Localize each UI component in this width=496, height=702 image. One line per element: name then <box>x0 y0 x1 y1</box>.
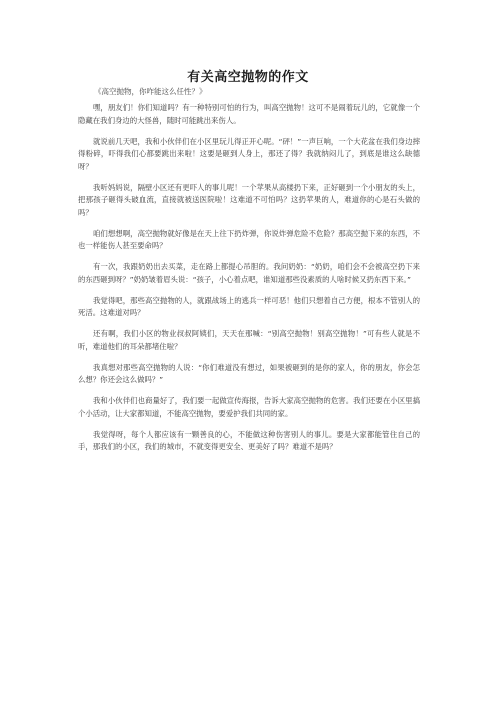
document-title: 有关高空抛物的作文 <box>187 70 309 85</box>
paragraph: 就说前几天吧，我和小伙伴们在小区里玩儿得正开心呢。“砰！”一声巨响，一个大花盆在我们身边摔得粉碎，吓得我们心都要跳出来啦！这要是砸到人身上，那还了得？我就纳闷儿了，到底是谁这么缺德呀？ <box>78 136 420 171</box>
paragraph: 我听妈妈说，隔壁小区还有更吓人的事儿呢！一个苹果从高楼扔下来，正好砸到一个小朋友的头上，把那孩子砸得头破血流，直接就被送医院啦！这难道不可怕吗？这扔苹果的人，难道你的心是石头做的吗？ <box>78 182 420 217</box>
paragraph: 我和小伙伴们也商量好了，我们要一起做宣传海报，告诉大家高空抛物的危害。我们还要在小区里搞个小活动，让大家都知道，不能高空抛物，要爱护我们共同的家。 <box>78 396 420 418</box>
paragraph: 我觉得吧，那些高空抛物的人，就跟战场上的逃兵一样可恶！他们只想着自己方便，根本不管别人的死活。这难道对吗？ <box>78 295 420 317</box>
paragraph: 我觉得呀，每个人都应该有一颗善良的心，不能做这种伤害别人的事儿。要是大家都能管住自己的手，那我们的小区，我们的城市，不就变得更安全、更美好了吗？难道不是吗？ <box>78 429 420 451</box>
document-subtitle: 《高空抛物，你咋能这么任性？》 <box>94 87 207 96</box>
paragraph: 还有啊，我们小区的物业叔叔阿姨们，天天在那喊：“别高空抛物！别高空抛物！”可有些人就是不听，难道他们的耳朵都堵住啦？ <box>78 329 420 351</box>
paragraph: 我真想对那些高空抛物的人说：“你们难道没有想过，如果被砸到的是你的家人，你的朋友，你会怎么想？你还会这么做吗？” <box>78 362 420 384</box>
paragraph: 嘿，朋友们！你们知道吗？有一种特别可怕的行为，叫高空抛物！这可不是闹着玩儿的，它就像一个隐藏在我们身边的大怪兽，随时可能跳出来伤人。 <box>78 103 420 125</box>
paragraph: 咱们想想啊，高空抛物就好像是在天上往下扔炸弹，你说炸弹危险不危险？那高空抛下来的东西，不也一样能伤人甚至要命吗？ <box>78 228 420 250</box>
document-body <box>78 102 420 462</box>
paragraph: 有一次，我跟奶奶出去买菜，走在路上都提心吊胆的。我问奶奶：“奶奶，咱们会不会被高空扔下来的东西砸到呀？”奶奶皱着眉头说：“孩子，小心着点吧，谁知道那些没素质的人啥时候又扔东西下来。” <box>78 262 420 284</box>
